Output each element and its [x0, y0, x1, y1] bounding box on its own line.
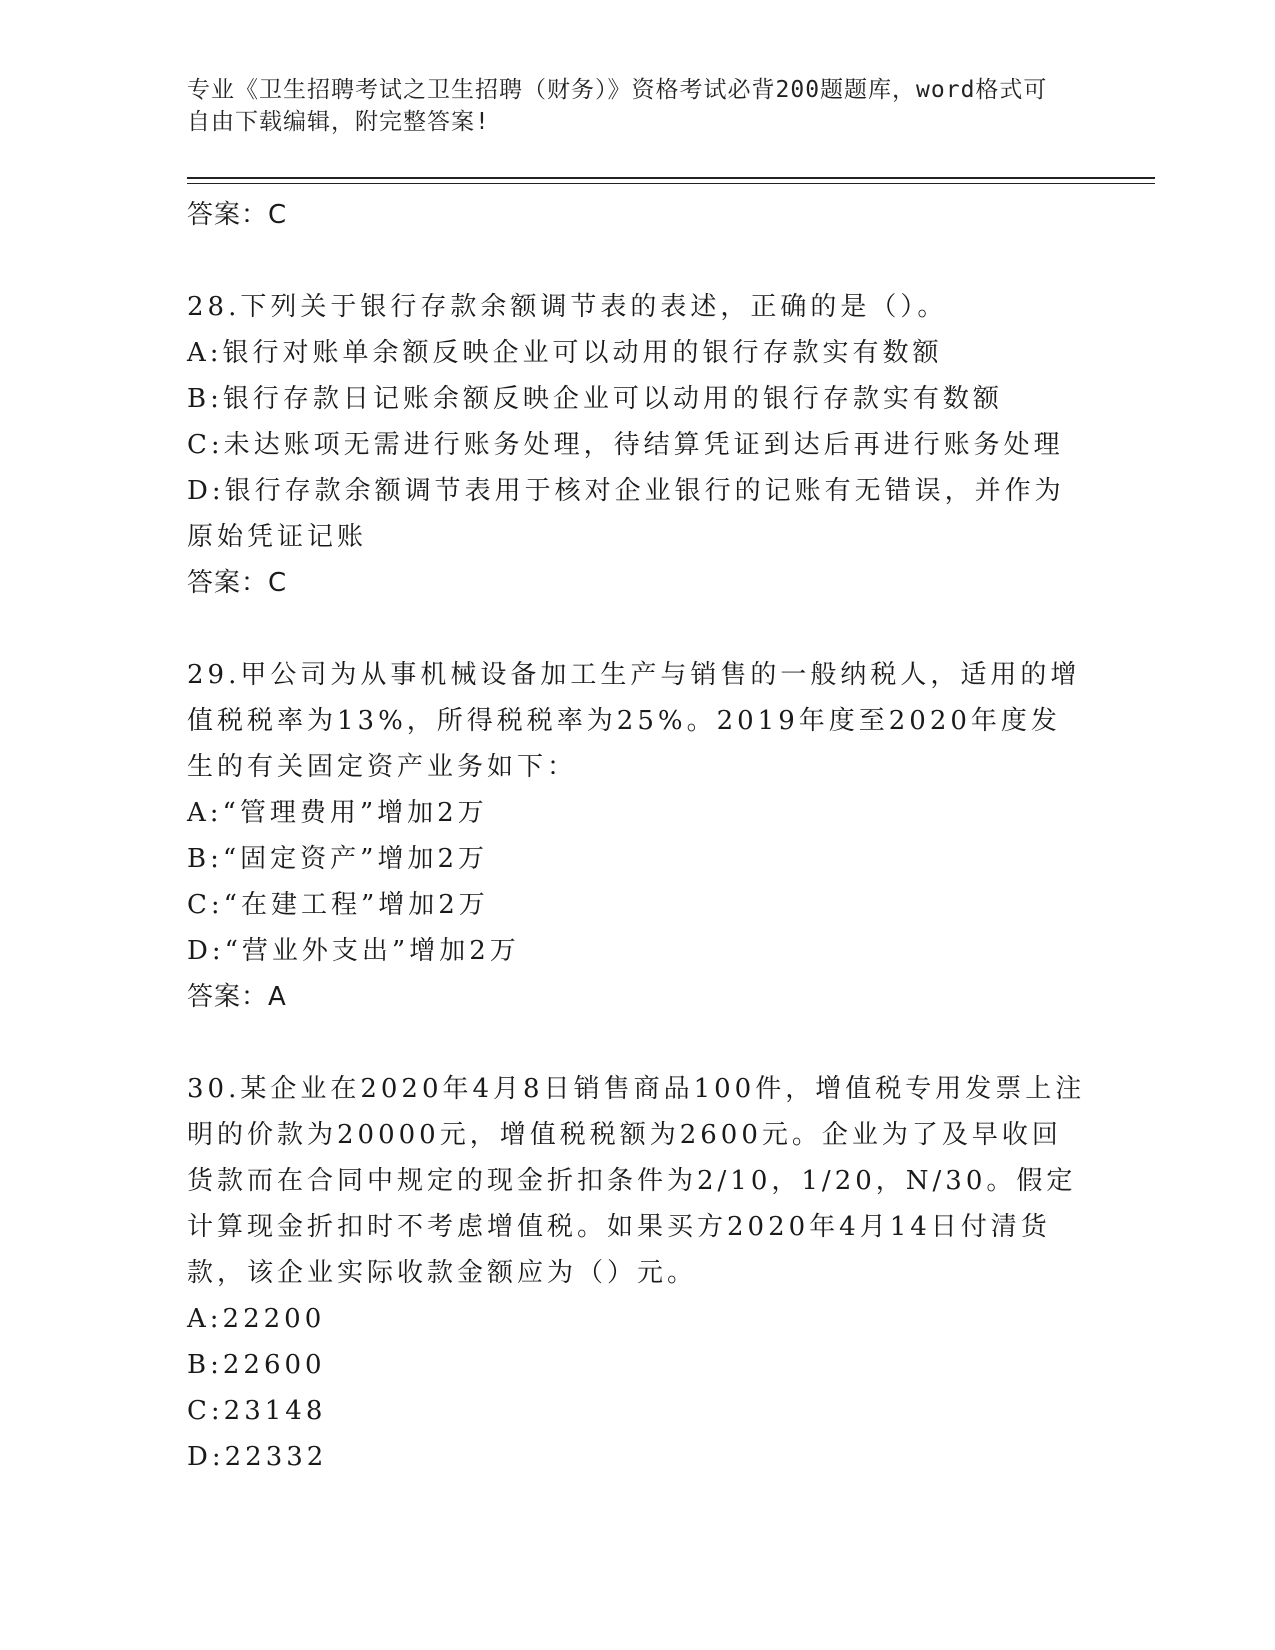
spacer: [187, 238, 1087, 284]
option-a: A:22200: [187, 1304, 326, 1334]
option-a: A:银行对账单余额反映企业可以动用的银行存款实有数额: [187, 338, 943, 368]
question-stem: 29.甲公司为从事机械设备加工生产与销售的一般纳税人，适用的增值税税率为13%，所得税税率为25%。2019年度至2020年度发生的有关固定资产业务如下：: [187, 660, 1081, 782]
option-d: D:“营业外支出”增加2万: [187, 936, 520, 966]
option-a: A:“管理费用”增加2万: [187, 798, 488, 828]
question-answer: 答案：A: [187, 982, 287, 1012]
option-c: C:未达账项无需进行账务处理，待结算凭证到达后再进行账务处理: [187, 430, 1064, 460]
question-answer: 答案：C: [187, 568, 288, 598]
question-28: [187, 284, 1087, 606]
option-b: B:“固定资产”增加2万: [187, 844, 488, 874]
header-divider-thin: [187, 183, 1155, 184]
header-divider-thick: [187, 177, 1155, 179]
question-30: [187, 1066, 1087, 1480]
option-b: B:银行存款日记账余额反映企业可以动用的银行存款实有数额: [187, 384, 1003, 414]
spacer: [187, 606, 1087, 652]
question-stem: 28.下列关于银行存款余额调节表的表述，正确的是（）。: [187, 292, 948, 322]
option-d: D:22332: [187, 1442, 328, 1472]
question-stem: 30.某企业在2020年4月8日销售商品100件，增值税专用发票上注明的价款为20000元，增值税税额为2600元。企业为了及早收回货款而在合同中规定的现金折扣条件为2/10，1/20，N/30。假定计算现金折扣时不考虑增值税。如果买方2020年4月14日付清货款，该企业实际收款金额应为（）元。: [187, 1074, 1086, 1288]
option-c: C:“在建工程”增加2万: [187, 890, 489, 920]
option-b: B:22600: [187, 1350, 326, 1380]
document-header: [187, 74, 1067, 138]
spacer: [187, 1020, 1087, 1066]
document-body: [187, 192, 1087, 1480]
option-c: C:23148: [187, 1396, 327, 1426]
previous-answer: 答案：C: [187, 200, 288, 230]
question-29: [187, 652, 1087, 1020]
option-d: D:银行存款余额调节表用于核对企业银行的记账有无错误，并作为原始凭证记账: [187, 476, 1065, 552]
header-text: 专业《卫生招聘考试之卫生招聘（财务）》资格考试必背200题题库，word格式可自由下载编辑，附完整答案!: [187, 77, 1048, 135]
